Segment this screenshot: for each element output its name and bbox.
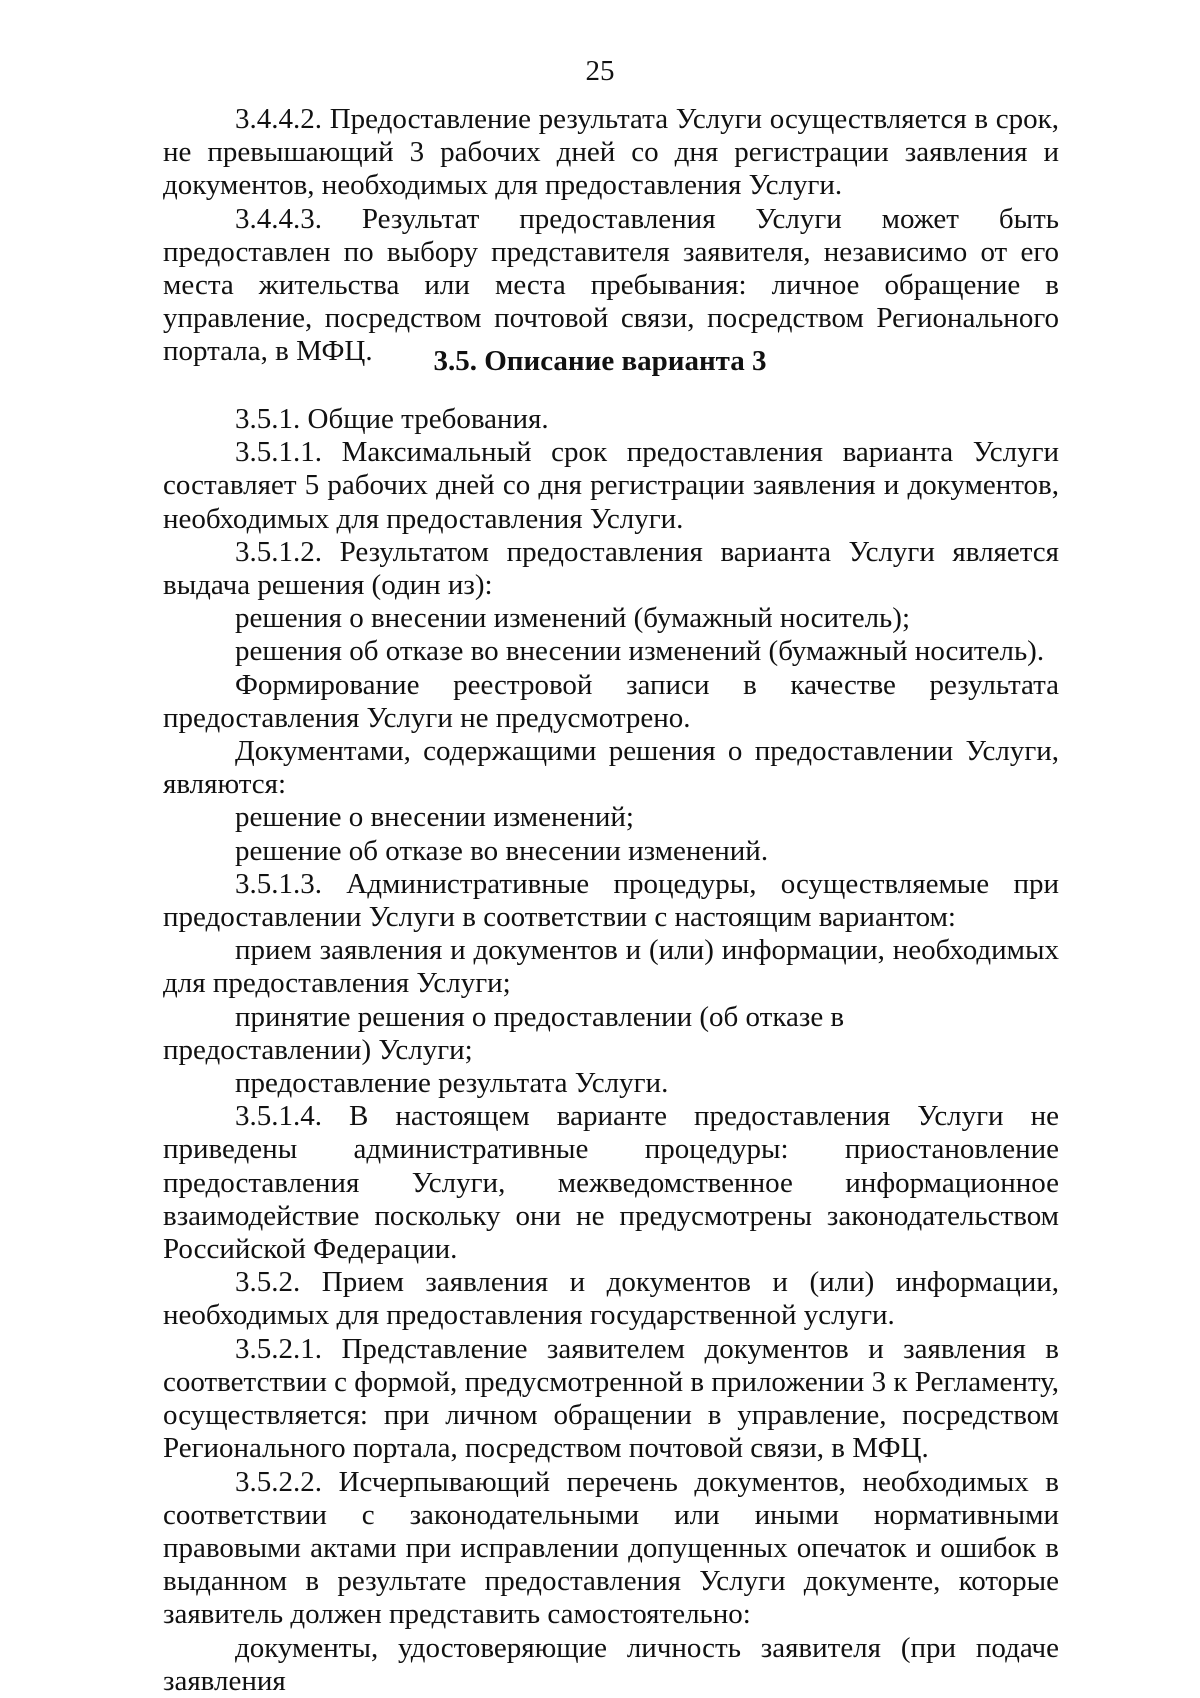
- paragraph-3-5-1-1: 3.5.1.1. Максимальный срок предоставления варианта Услуги составляет 5 рабочих дней со дня регистрации заявления и документов, необходимых для предоставления Услуги.: [163, 436, 1059, 535]
- paragraph-3-5-2-1: 3.5.2.1. Представление заявителем документов и заявления в соответствии с формой, предусмотренной в приложении 3 к Регламенту, осуществляется: при личном обращении в управление, посредством Регионального портала, посредством почтовой связи, в МФЦ.: [163, 1332, 1059, 1465]
- list-item-result-provision: предоставление результата Услуги.: [235, 1067, 669, 1100]
- paragraph-3-5-2: 3.5.2. Прием заявления и документов и (или) информации, необходимых для предоставления государственной услуги.: [163, 1266, 1059, 1332]
- list-item-decision-on-changes: решение о внесении изменений;: [235, 801, 634, 834]
- section-heading: 3.5. Описание варианта 3: [433, 345, 767, 377]
- section-text-block: [163, 403, 1059, 1698]
- paragraph-3-5-2-2: 3.5.2.2. Исчерпывающий перечень документов, необходимых в соответствии с законодательными или иными нормативными правовыми актами при исправлении допущенных опечаток и ошибок в выданном в результате предоставления Услуги документе, которые заявитель должен представить самостоятельно:: [163, 1465, 1059, 1631]
- paragraph-registry-record: Формирование реестровой записи в качестве результата предоставления Услуги не предусмотрено.: [163, 668, 1059, 734]
- list-item-reception: прием заявления и документов и (или) информации, необходимых для предоставления Услуги;: [163, 934, 1059, 1000]
- list-item-decision-making: принятие решения о предоставлении (об отказе в предоставлении) Услуги;: [163, 1000, 845, 1066]
- paragraph-3-4-4-3: 3.4.4.3. Результат предоставления Услуги может быть предоставлен по выбору представителя заявителя, независимо от его места жительства или места пребывания: личное обращение в управление, посредством почтовой связи, посредством Регионального портала, в МФЦ.: [163, 202, 1059, 368]
- paragraph-documents-decisions: Документами, содержащими решения о предоставлении Услуги, являются:: [163, 735, 1059, 801]
- paragraph-3-5-1-4: 3.5.1.4. В настоящем варианте предоставления Услуги не приведены административные процедуры: приостановление предоставления Услуги, межведомственное информационное взаимодействие поскольку они не предусмотрены законодательством Российской Федерации.: [163, 1100, 1059, 1266]
- paragraph-3-5-1-3: 3.5.1.3. Административные процедуры, осуществляемые при предоставлении Услуги в соответствии с настоящим вариантом:: [163, 867, 1059, 934]
- top-text-block: [163, 103, 1059, 369]
- list-item-decision-changes: решения о внесении изменений (бумажный носитель);: [235, 602, 911, 635]
- paragraph-3-5-1: 3.5.1. Общие требования.: [235, 403, 549, 435]
- paragraph-identity-documents: документы, удостоверяющие личность заявителя (при подаче заявления: [163, 1631, 1059, 1697]
- paragraph-3-4-4-2: 3.4.4.2. Предоставление результата Услуги осуществляется в срок, не превышающий 3 рабочих дней со дня регистрации заявления и документов, необходимых для предоставления Услуги.: [163, 103, 1059, 202]
- paragraph-3-5-1-2: 3.5.1.2. Результатом предоставления варианта Услуги является выдача решения (один из):: [163, 535, 1059, 602]
- list-item-decision-refusal: решения об отказе во внесении изменений (бумажный носитель).: [235, 635, 1045, 668]
- page-number: 25: [585, 55, 615, 87]
- list-item-decision-on-refusal: решение об отказе во внесении изменений.: [235, 834, 769, 867]
